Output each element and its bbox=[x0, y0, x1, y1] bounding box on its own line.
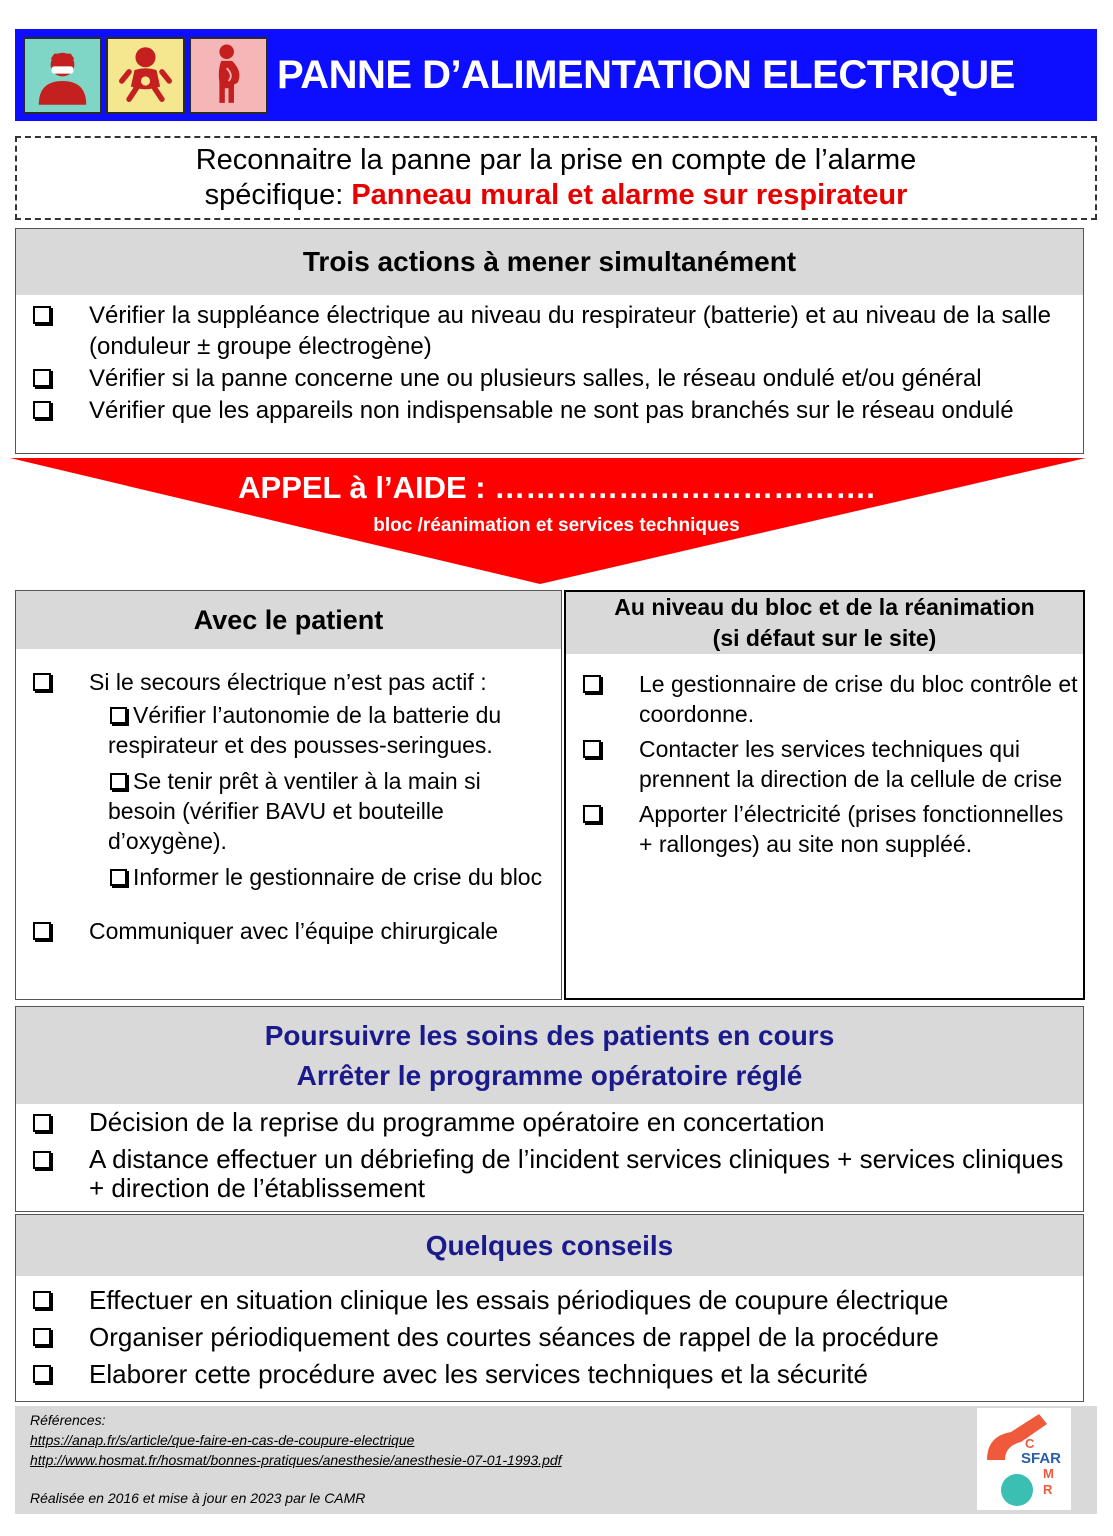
checklist-item bbox=[16, 916, 561, 946]
checkbox-icon[interactable] bbox=[33, 369, 51, 387]
checklist-text: Apporter l’électricité (prises fonctionnelles + rallonges) au site non suppléé. bbox=[639, 801, 1064, 857]
checkbox-icon[interactable] bbox=[33, 922, 51, 940]
recognition-line-2 bbox=[17, 178, 1095, 213]
checklist-item bbox=[16, 395, 1083, 426]
checklist-text: Organiser périodiquement des courtes séances de rappel de la procédure bbox=[89, 1322, 939, 1352]
section-heading bbox=[16, 1007, 1083, 1104]
checkbox-icon[interactable] bbox=[33, 1151, 51, 1169]
logo-letter-m: M bbox=[1043, 1466, 1054, 1481]
title-banner bbox=[15, 29, 1097, 121]
section-heading: Avec le patient bbox=[16, 591, 561, 649]
recognition-line-1: Reconnaitre la panne par la prise en compte de l’alarme bbox=[195, 144, 917, 176]
logo-sfar-text: SFAR bbox=[1021, 1450, 1062, 1467]
advice-checklist bbox=[16, 1276, 1083, 1390]
checklist-item bbox=[566, 799, 1083, 859]
call-for-help-title: APPEL à l’AIDE : ………………………………. bbox=[238, 470, 875, 505]
continue-checklist bbox=[16, 1104, 1083, 1203]
checkbox-icon[interactable] bbox=[583, 740, 601, 758]
section-heading: Trois actions à mener simultanément bbox=[16, 229, 1083, 295]
checklist-item bbox=[16, 1359, 1083, 1390]
checkbox-icon[interactable] bbox=[583, 805, 601, 823]
adult-patient-icon bbox=[23, 37, 102, 114]
continue-care-section bbox=[15, 1006, 1084, 1212]
bloc-checklist bbox=[566, 654, 1083, 859]
checklist-text: Elaborer cette procédure avec les services techniques et la sécurité bbox=[89, 1359, 868, 1389]
checklist-text: Vérifier si la panne concerne une ou plusieurs salles, le réseau ondulé et/ou général bbox=[89, 365, 982, 392]
checklist-text: Si le secours électrique n’est pas actif : bbox=[89, 669, 487, 695]
bloc-section bbox=[564, 590, 1085, 1000]
checkbox-icon[interactable] bbox=[33, 1114, 51, 1132]
checklist-text: Décision de la reprise du programme opératoire en concertation bbox=[89, 1107, 825, 1137]
checkbox-icon[interactable] bbox=[33, 1365, 51, 1383]
section-heading bbox=[566, 592, 1083, 654]
checklist-text: Contacter les services techniques qui prennent la direction de la cellule de crise bbox=[639, 736, 1063, 792]
sub-checklist-item bbox=[16, 700, 561, 760]
logo-letter-r: R bbox=[1043, 1482, 1053, 1497]
checklist-item bbox=[16, 1108, 1083, 1137]
checklist-text: Le gestionnaire de crise du bloc contrôle et coordonne. bbox=[639, 671, 1078, 727]
section-heading-line-2: (si défaut sur le site) bbox=[712, 625, 937, 651]
patient-section bbox=[15, 590, 562, 1000]
checkbox-icon[interactable] bbox=[33, 306, 51, 324]
section-heading-line-1: Poursuivre les soins des patients en cours bbox=[264, 1020, 835, 1051]
checklist-item bbox=[16, 667, 561, 697]
checkbox-icon[interactable] bbox=[583, 675, 601, 693]
actions-checklist bbox=[16, 295, 1083, 426]
checklist-item bbox=[566, 734, 1083, 794]
recognition-box bbox=[15, 136, 1097, 220]
sub-checklist-text: Informer le gestionnaire de crise du bloc bbox=[133, 864, 543, 890]
sub-checklist-item bbox=[16, 862, 561, 892]
checklist-item bbox=[16, 363, 1083, 394]
checklist-item bbox=[16, 1285, 1083, 1316]
advice-section bbox=[15, 1214, 1084, 1402]
sfar-camr-logo bbox=[977, 1408, 1071, 1510]
checkbox-icon[interactable] bbox=[110, 707, 127, 724]
checklist-text: A distance effectuer un débriefing de l’incident services cliniques + services cliniques + direction de l’établissement bbox=[89, 1144, 1064, 1203]
checklist-text: Vérifier que les appareils non indispensable ne sont pas branchés sur le réseau ondulé bbox=[89, 397, 1014, 424]
pregnant-patient-icon bbox=[189, 37, 268, 114]
patient-checklist bbox=[16, 649, 561, 697]
reference-link-hosmat[interactable]: http://www.hosmat.fr/hosmat/bonnes-pratiques/anesthesie/anesthesie-07-01-1993.pdf bbox=[30, 1452, 562, 1468]
checkbox-icon[interactable] bbox=[110, 869, 127, 886]
checkbox-icon[interactable] bbox=[33, 1328, 51, 1346]
checklist-item bbox=[16, 1145, 1083, 1203]
call-for-help-subtitle: bloc /réanimation et services techniques bbox=[373, 515, 740, 536]
credits-text: Réalisée en 2016 et mise à jour en 2023 par le CAMR bbox=[30, 1490, 366, 1506]
references-footer bbox=[15, 1406, 1097, 1514]
patient-checklist-2 bbox=[16, 898, 561, 946]
references-label: Références: bbox=[30, 1412, 106, 1428]
checkbox-icon[interactable] bbox=[33, 1291, 51, 1309]
sub-checklist-text: Vérifier l’autonomie de la batterie du respirateur et des pousses-seringues. bbox=[108, 702, 502, 758]
section-heading: Quelques conseils bbox=[16, 1215, 1083, 1276]
section-heading-line-1: Au niveau du bloc et de la réanimation bbox=[614, 594, 1035, 620]
recognition-prefix: spécifique: bbox=[204, 179, 352, 211]
checkbox-icon[interactable] bbox=[33, 401, 51, 419]
recognition-highlight: Panneau mural et alarme sur respirateur bbox=[351, 179, 908, 211]
checkbox-icon[interactable] bbox=[110, 773, 127, 790]
references-block bbox=[30, 1410, 562, 1470]
checklist-text: Vérifier la suppléance électrique au niveau du respirateur (batterie) et au niveau de la salle (onduleur ± groupe électrogène) bbox=[89, 302, 1051, 360]
page-title: PANNE D’ALIMENTATION ELECTRIQUE bbox=[277, 53, 1015, 97]
checkbox-icon[interactable] bbox=[33, 673, 51, 691]
checklist-item bbox=[16, 300, 1083, 362]
checklist-item bbox=[566, 669, 1083, 729]
baby-patient-icon bbox=[106, 37, 185, 114]
section-heading-line-2: Arrêter le programme opératoire réglé bbox=[296, 1060, 803, 1091]
checklist-item bbox=[16, 1322, 1083, 1353]
simultaneous-actions-section bbox=[15, 228, 1084, 454]
sub-checklist-item bbox=[16, 766, 561, 856]
reference-link-anap[interactable]: https://anap.fr/s/article/que-faire-en-cas-de-coupure-electrique bbox=[30, 1432, 415, 1448]
sub-checklist-text: Se tenir prêt à ventiler à la main si besoin (vérifier BAVU et bouteille d’oxygène). bbox=[108, 768, 481, 854]
checklist-text: Effectuer en situation clinique les essais périodiques de coupure électrique bbox=[89, 1285, 949, 1315]
logo-letter-c: C bbox=[1025, 1436, 1035, 1451]
checklist-text: Communiquer avec l’équipe chirurgicale bbox=[89, 918, 499, 944]
